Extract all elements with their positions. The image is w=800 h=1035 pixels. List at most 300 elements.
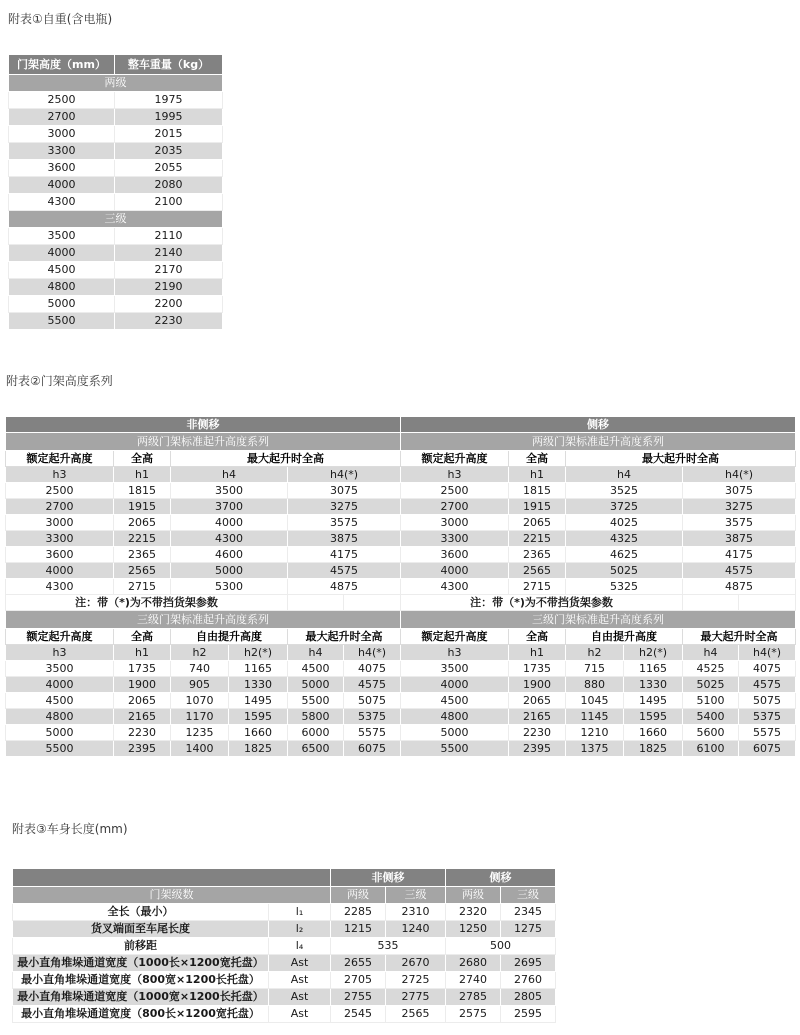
table2-section-row — [6, 611, 796, 629]
data-cell: 3875 — [683, 531, 796, 547]
group-header: 非侧移 — [6, 417, 401, 433]
symbol-header: h1 — [509, 467, 566, 483]
table2-data-row — [6, 725, 796, 741]
data-cell: 4500 — [401, 693, 509, 709]
table2-group-row — [6, 417, 796, 433]
data-cell: 5400 — [683, 709, 739, 725]
data-cell: 5100 — [683, 693, 739, 709]
data-cell: 1330 — [624, 677, 683, 693]
table3-data-row — [13, 921, 556, 938]
data-cell: 2740 — [446, 972, 501, 989]
data-cell: 4800 — [6, 709, 114, 725]
data-cell: 2500 — [6, 483, 114, 499]
data-cell: 3500 — [9, 228, 115, 245]
symbol-header: h4(*) — [344, 645, 401, 661]
data-cell: 4875 — [288, 579, 401, 595]
data-cell: 2760 — [501, 972, 556, 989]
data-cell: 3700 — [171, 499, 288, 515]
data-cell: 2365 — [509, 547, 566, 563]
symbol-cell: Ast — [269, 972, 331, 989]
data-cell: 1660 — [624, 725, 683, 741]
data-cell: 1815 — [114, 483, 171, 499]
table1-data-row — [9, 143, 223, 160]
data-cell: 5325 — [566, 579, 683, 595]
data-cell: 5025 — [683, 677, 739, 693]
data-cell: 1235 — [171, 725, 229, 741]
table1-data-row — [9, 296, 223, 313]
data-cell: 2345 — [501, 904, 556, 921]
table3-body — [13, 869, 556, 1023]
table3-data-row — [13, 955, 556, 972]
table1-data-row — [9, 160, 223, 177]
empty-cell — [683, 595, 739, 611]
data-cell: 2215 — [509, 531, 566, 547]
data-cell: 4500 — [9, 262, 115, 279]
data-cell: 2755 — [331, 989, 386, 1006]
table3-data-row — [13, 972, 556, 989]
data-cell: 5000 — [6, 725, 114, 741]
symbol-header: h4 — [566, 467, 683, 483]
data-cell: 1495 — [624, 693, 683, 709]
data-cell: 2565 — [509, 563, 566, 579]
empty-cell — [739, 595, 796, 611]
data-cell: 2500 — [9, 92, 115, 109]
symbol-cell: l₂ — [269, 921, 331, 938]
data-cell: 4300 — [6, 579, 114, 595]
table2-data-row — [6, 499, 796, 515]
table2-data-row — [6, 547, 796, 563]
data-cell: 4300 — [9, 194, 115, 211]
table1-section-row — [9, 75, 223, 92]
data-cell: 2065 — [509, 515, 566, 531]
data-cell: 5500 — [288, 693, 344, 709]
table2-data-row — [6, 677, 796, 693]
stage-header: 两级 — [446, 887, 501, 904]
data-cell: 3000 — [6, 515, 114, 531]
table2-data-row — [6, 661, 796, 677]
data-cell: 2170 — [115, 262, 223, 279]
data-cell: 4500 — [6, 693, 114, 709]
data-cell: 2715 — [509, 579, 566, 595]
data-cell: 5375 — [344, 709, 401, 725]
data-cell: 2565 — [386, 1006, 446, 1023]
table3-body-length — [12, 868, 556, 1023]
column-header: 自由提升高度 — [171, 629, 288, 645]
data-cell: 1660 — [229, 725, 288, 741]
data-cell: 3275 — [683, 499, 796, 515]
column-header: 门架高度（mm） — [9, 55, 115, 75]
data-cell: 1215 — [331, 921, 386, 938]
data-cell: 715 — [566, 661, 624, 677]
stage-header: 三级 — [501, 887, 556, 904]
data-cell: 3600 — [401, 547, 509, 563]
data-cell: 1735 — [509, 661, 566, 677]
data-cell: 4575 — [344, 677, 401, 693]
table1-section-row — [9, 211, 223, 228]
data-cell: 3075 — [288, 483, 401, 499]
data-cell: 5500 — [6, 741, 114, 757]
data-cell: 1240 — [386, 921, 446, 938]
section-header: 三级门架标准起升高度系列 — [6, 611, 401, 629]
data-cell: 1400 — [171, 741, 229, 757]
table1-header-row — [9, 55, 223, 75]
table1-data-row — [9, 92, 223, 109]
data-cell: 4000 — [171, 515, 288, 531]
data-cell: 5500 — [401, 741, 509, 757]
data-cell: 5500 — [9, 313, 115, 330]
data-cell: 1595 — [624, 709, 683, 725]
data-cell: 2700 — [401, 499, 509, 515]
section-header: 两级 — [9, 75, 223, 92]
column-header: 自由提升高度 — [566, 629, 683, 645]
data-cell: 2395 — [509, 741, 566, 757]
data-cell: 5575 — [344, 725, 401, 741]
data-cell: 2310 — [386, 904, 446, 921]
data-cell: 4625 — [566, 547, 683, 563]
table1-data-row — [9, 262, 223, 279]
section-header: 两级门架标准起升高度系列 — [6, 433, 401, 451]
data-cell: 5000 — [288, 677, 344, 693]
data-cell: 2190 — [115, 279, 223, 296]
column-header: 全高 — [509, 629, 566, 645]
data-cell: 2015 — [115, 126, 223, 143]
data-cell: 1975 — [115, 92, 223, 109]
data-cell: 3500 — [401, 661, 509, 677]
data-cell: 6000 — [288, 725, 344, 741]
table2-data-row — [6, 579, 796, 595]
data-cell: 4300 — [401, 579, 509, 595]
data-cell: 2545 — [331, 1006, 386, 1023]
data-cell: 5025 — [566, 563, 683, 579]
data-cell: 2365 — [114, 547, 171, 563]
empty-cell — [288, 595, 344, 611]
column-header: 额定起升高度 — [401, 629, 509, 645]
data-cell: 4075 — [344, 661, 401, 677]
table2-data-row — [6, 563, 796, 579]
data-cell: 3000 — [401, 515, 509, 531]
symbol-header: h4 — [171, 467, 288, 483]
data-cell: 1170 — [171, 709, 229, 725]
symbol-header: h3 — [6, 467, 114, 483]
symbol-header: h4(*) — [683, 467, 796, 483]
data-cell: 880 — [566, 677, 624, 693]
table2-data-row — [6, 693, 796, 709]
data-cell: 4025 — [566, 515, 683, 531]
table2-title: 附表②门架高度系列 — [6, 374, 113, 388]
group-header: 非侧移 — [331, 869, 446, 887]
data-cell: 500 — [446, 938, 556, 955]
data-cell: 3500 — [171, 483, 288, 499]
data-cell: 2655 — [331, 955, 386, 972]
data-cell: 1210 — [566, 725, 624, 741]
data-cell: 1825 — [624, 741, 683, 757]
table2-colheader-row — [6, 629, 796, 645]
table2-colheader-row — [6, 451, 796, 467]
data-cell: 740 — [171, 661, 229, 677]
data-cell: 4575 — [739, 677, 796, 693]
data-cell: 2165 — [114, 709, 171, 725]
symbol-cell: l₄ — [269, 938, 331, 955]
table1-data-row — [9, 245, 223, 262]
data-cell: 1070 — [171, 693, 229, 709]
table2-data-row — [6, 709, 796, 725]
symbol-cell: Ast — [269, 955, 331, 972]
data-cell: 3875 — [288, 531, 401, 547]
table2-subheader-row — [6, 467, 796, 483]
corner-empty-cell — [13, 869, 331, 887]
data-cell: 1045 — [566, 693, 624, 709]
data-cell: 2395 — [114, 741, 171, 757]
table1-title: 附表①自重(含电瓶) — [8, 12, 113, 26]
column-header: 最大起升时全高 — [288, 629, 401, 645]
symbol-header: h4(*) — [288, 467, 401, 483]
data-cell: 3000 — [9, 126, 115, 143]
data-cell: 3275 — [288, 499, 401, 515]
row-label: 全长（最小） — [13, 904, 269, 921]
table1-data-row — [9, 109, 223, 126]
data-cell: 1815 — [509, 483, 566, 499]
data-cell: 6075 — [739, 741, 796, 757]
table2-body — [6, 417, 796, 757]
column-header: 全高 — [114, 629, 171, 645]
symbol-header: h2(*) — [624, 645, 683, 661]
table1-data-row — [9, 279, 223, 296]
data-cell: 2715 — [114, 579, 171, 595]
data-cell: 2100 — [115, 194, 223, 211]
data-cell: 2140 — [115, 245, 223, 262]
data-cell: 4800 — [401, 709, 509, 725]
data-cell: 2165 — [509, 709, 566, 725]
data-cell: 3075 — [683, 483, 796, 499]
data-cell: 2695 — [501, 955, 556, 972]
data-cell: 4575 — [683, 563, 796, 579]
data-cell: 3575 — [683, 515, 796, 531]
data-cell: 1915 — [509, 499, 566, 515]
data-cell: 535 — [331, 938, 446, 955]
data-cell: 2230 — [115, 313, 223, 330]
table3-data-row — [13, 989, 556, 1006]
data-cell: 6500 — [288, 741, 344, 757]
symbol-header: h1 — [114, 645, 171, 661]
symbol-header: h3 — [6, 645, 114, 661]
symbol-header: h1 — [114, 467, 171, 483]
column-header: 整车重量（kg） — [115, 55, 223, 75]
data-cell: 1995 — [115, 109, 223, 126]
data-cell: 3525 — [566, 483, 683, 499]
column-header: 额定起升高度 — [401, 451, 509, 467]
column-header: 全高 — [114, 451, 171, 467]
table2-data-row — [6, 531, 796, 547]
data-cell: 1165 — [624, 661, 683, 677]
data-cell: 3725 — [566, 499, 683, 515]
table1-data-row — [9, 177, 223, 194]
data-cell: 3300 — [401, 531, 509, 547]
data-cell: 1495 — [229, 693, 288, 709]
symbol-header: h4 — [683, 645, 739, 661]
data-cell: 1900 — [114, 677, 171, 693]
data-cell: 2595 — [501, 1006, 556, 1023]
data-cell: 2065 — [114, 515, 171, 531]
data-cell: 2200 — [115, 296, 223, 313]
table1-data-row — [9, 313, 223, 330]
table3-data-row — [13, 1006, 556, 1023]
data-cell: 1825 — [229, 741, 288, 757]
data-cell: 2500 — [401, 483, 509, 499]
symbol-header: h3 — [401, 467, 509, 483]
row-label: 货叉端面至车尾长度 — [13, 921, 269, 938]
stage-header: 两级 — [331, 887, 386, 904]
data-cell: 4325 — [566, 531, 683, 547]
data-cell: 4075 — [739, 661, 796, 677]
data-cell: 2565 — [114, 563, 171, 579]
symbol-cell: Ast — [269, 989, 331, 1006]
data-cell: 4000 — [6, 563, 114, 579]
data-cell: 2575 — [446, 1006, 501, 1023]
row-label: 最小直角堆垛通道宽度（800长×1200宽托盘） — [13, 1006, 269, 1023]
table2-data-row — [6, 515, 796, 531]
symbol-header: h2 — [171, 645, 229, 661]
row-label: 最小直角堆垛通道宽度（1000长×1200宽托盘） — [13, 955, 269, 972]
data-cell: 5075 — [739, 693, 796, 709]
data-cell: 4000 — [401, 563, 509, 579]
data-cell: 1595 — [229, 709, 288, 725]
note-text: 注：带（*)为不带挡货架参数 — [401, 595, 683, 611]
group-header: 侧移 — [401, 417, 796, 433]
data-cell: 2110 — [115, 228, 223, 245]
data-cell: 5000 — [401, 725, 509, 741]
column-header: 全高 — [509, 451, 566, 467]
table3-stage-row — [13, 887, 556, 904]
data-cell: 4000 — [9, 245, 115, 262]
data-cell: 4875 — [683, 579, 796, 595]
data-cell: 1915 — [114, 499, 171, 515]
symbol-header: h4(*) — [739, 645, 796, 661]
section-header: 两级门架标准起升高度系列 — [401, 433, 796, 451]
data-cell: 1900 — [509, 677, 566, 693]
data-cell: 1165 — [229, 661, 288, 677]
data-cell: 3600 — [6, 547, 114, 563]
section-header: 三级门架标准起升高度系列 — [401, 611, 796, 629]
data-cell: 2785 — [446, 989, 501, 1006]
data-cell: 2230 — [114, 725, 171, 741]
symbol-header: h3 — [401, 645, 509, 661]
data-cell: 5300 — [171, 579, 288, 595]
data-cell: 4500 — [288, 661, 344, 677]
data-cell: 5600 — [683, 725, 739, 741]
data-cell: 5075 — [344, 693, 401, 709]
symbol-header: h2 — [566, 645, 624, 661]
column-header: 最大起升时全高 — [683, 629, 796, 645]
data-cell: 905 — [171, 677, 229, 693]
data-cell: 4175 — [288, 547, 401, 563]
data-cell: 4000 — [6, 677, 114, 693]
data-cell: 2065 — [509, 693, 566, 709]
data-cell: 1250 — [446, 921, 501, 938]
data-cell: 2065 — [114, 693, 171, 709]
data-cell: 2725 — [386, 972, 446, 989]
data-cell: 2285 — [331, 904, 386, 921]
column-header: 额定起升高度 — [6, 629, 114, 645]
data-cell: 2320 — [446, 904, 501, 921]
data-cell: 2035 — [115, 143, 223, 160]
table1-data-row — [9, 194, 223, 211]
symbol-cell: l₁ — [269, 904, 331, 921]
table2-subheader-row — [6, 645, 796, 661]
data-cell: 2670 — [386, 955, 446, 972]
table1-body — [9, 55, 223, 330]
table1-self-weight — [8, 54, 223, 330]
data-cell: 1275 — [501, 921, 556, 938]
data-cell: 2215 — [114, 531, 171, 547]
table2-data-row — [6, 741, 796, 757]
data-cell: 2680 — [446, 955, 501, 972]
symbol-cell: Ast — [269, 1006, 331, 1023]
data-cell: 3600 — [9, 160, 115, 177]
table3-title: 附表③车身长度(mm) — [12, 822, 128, 836]
data-cell: 6100 — [683, 741, 739, 757]
table3-data-row — [13, 904, 556, 921]
table2-data-row — [6, 483, 796, 499]
note-text: 注：带（*)为不带挡货架参数 — [6, 595, 288, 611]
data-cell: 5800 — [288, 709, 344, 725]
data-cell: 6075 — [344, 741, 401, 757]
column-header: 最大起升时全高 — [566, 451, 796, 467]
data-cell: 1735 — [114, 661, 171, 677]
data-cell: 3575 — [288, 515, 401, 531]
data-cell: 1375 — [566, 741, 624, 757]
data-cell: 2055 — [115, 160, 223, 177]
data-cell: 3300 — [9, 143, 115, 160]
data-cell: 4000 — [401, 677, 509, 693]
column-header: 额定起升高度 — [6, 451, 114, 467]
table3-data-row — [13, 938, 556, 955]
data-cell: 1330 — [229, 677, 288, 693]
row-label: 最小直角堆垛通道宽度（1000宽×1200长托盘） — [13, 989, 269, 1006]
table3-group-row — [13, 869, 556, 887]
table2-note-row — [6, 595, 796, 611]
data-cell: 5375 — [739, 709, 796, 725]
data-cell: 4600 — [171, 547, 288, 563]
row-label: 前移距 — [13, 938, 269, 955]
data-cell: 3500 — [6, 661, 114, 677]
symbol-header: h1 — [509, 645, 566, 661]
data-cell: 5575 — [739, 725, 796, 741]
data-cell: 5000 — [9, 296, 115, 313]
row-label: 最小直角堆垛通道宽度（800宽×1200长托盘） — [13, 972, 269, 989]
data-cell: 4575 — [288, 563, 401, 579]
data-cell: 4175 — [683, 547, 796, 563]
corner-label: 门架级数 — [13, 887, 331, 904]
data-cell: 2705 — [331, 972, 386, 989]
column-header: 最大起升时全高 — [171, 451, 401, 467]
empty-cell — [344, 595, 401, 611]
symbol-header: h4 — [288, 645, 344, 661]
table1-data-row — [9, 126, 223, 143]
data-cell: 3300 — [6, 531, 114, 547]
section-header: 三级 — [9, 211, 223, 228]
table2-section-row — [6, 433, 796, 451]
data-cell: 2230 — [509, 725, 566, 741]
data-cell: 4000 — [9, 177, 115, 194]
data-cell: 1145 — [566, 709, 624, 725]
data-cell: 5000 — [171, 563, 288, 579]
data-cell: 2775 — [386, 989, 446, 1006]
data-cell: 2700 — [6, 499, 114, 515]
data-cell: 2700 — [9, 109, 115, 126]
data-cell: 2805 — [501, 989, 556, 1006]
stage-header: 三级 — [386, 887, 446, 904]
data-cell: 4525 — [683, 661, 739, 677]
